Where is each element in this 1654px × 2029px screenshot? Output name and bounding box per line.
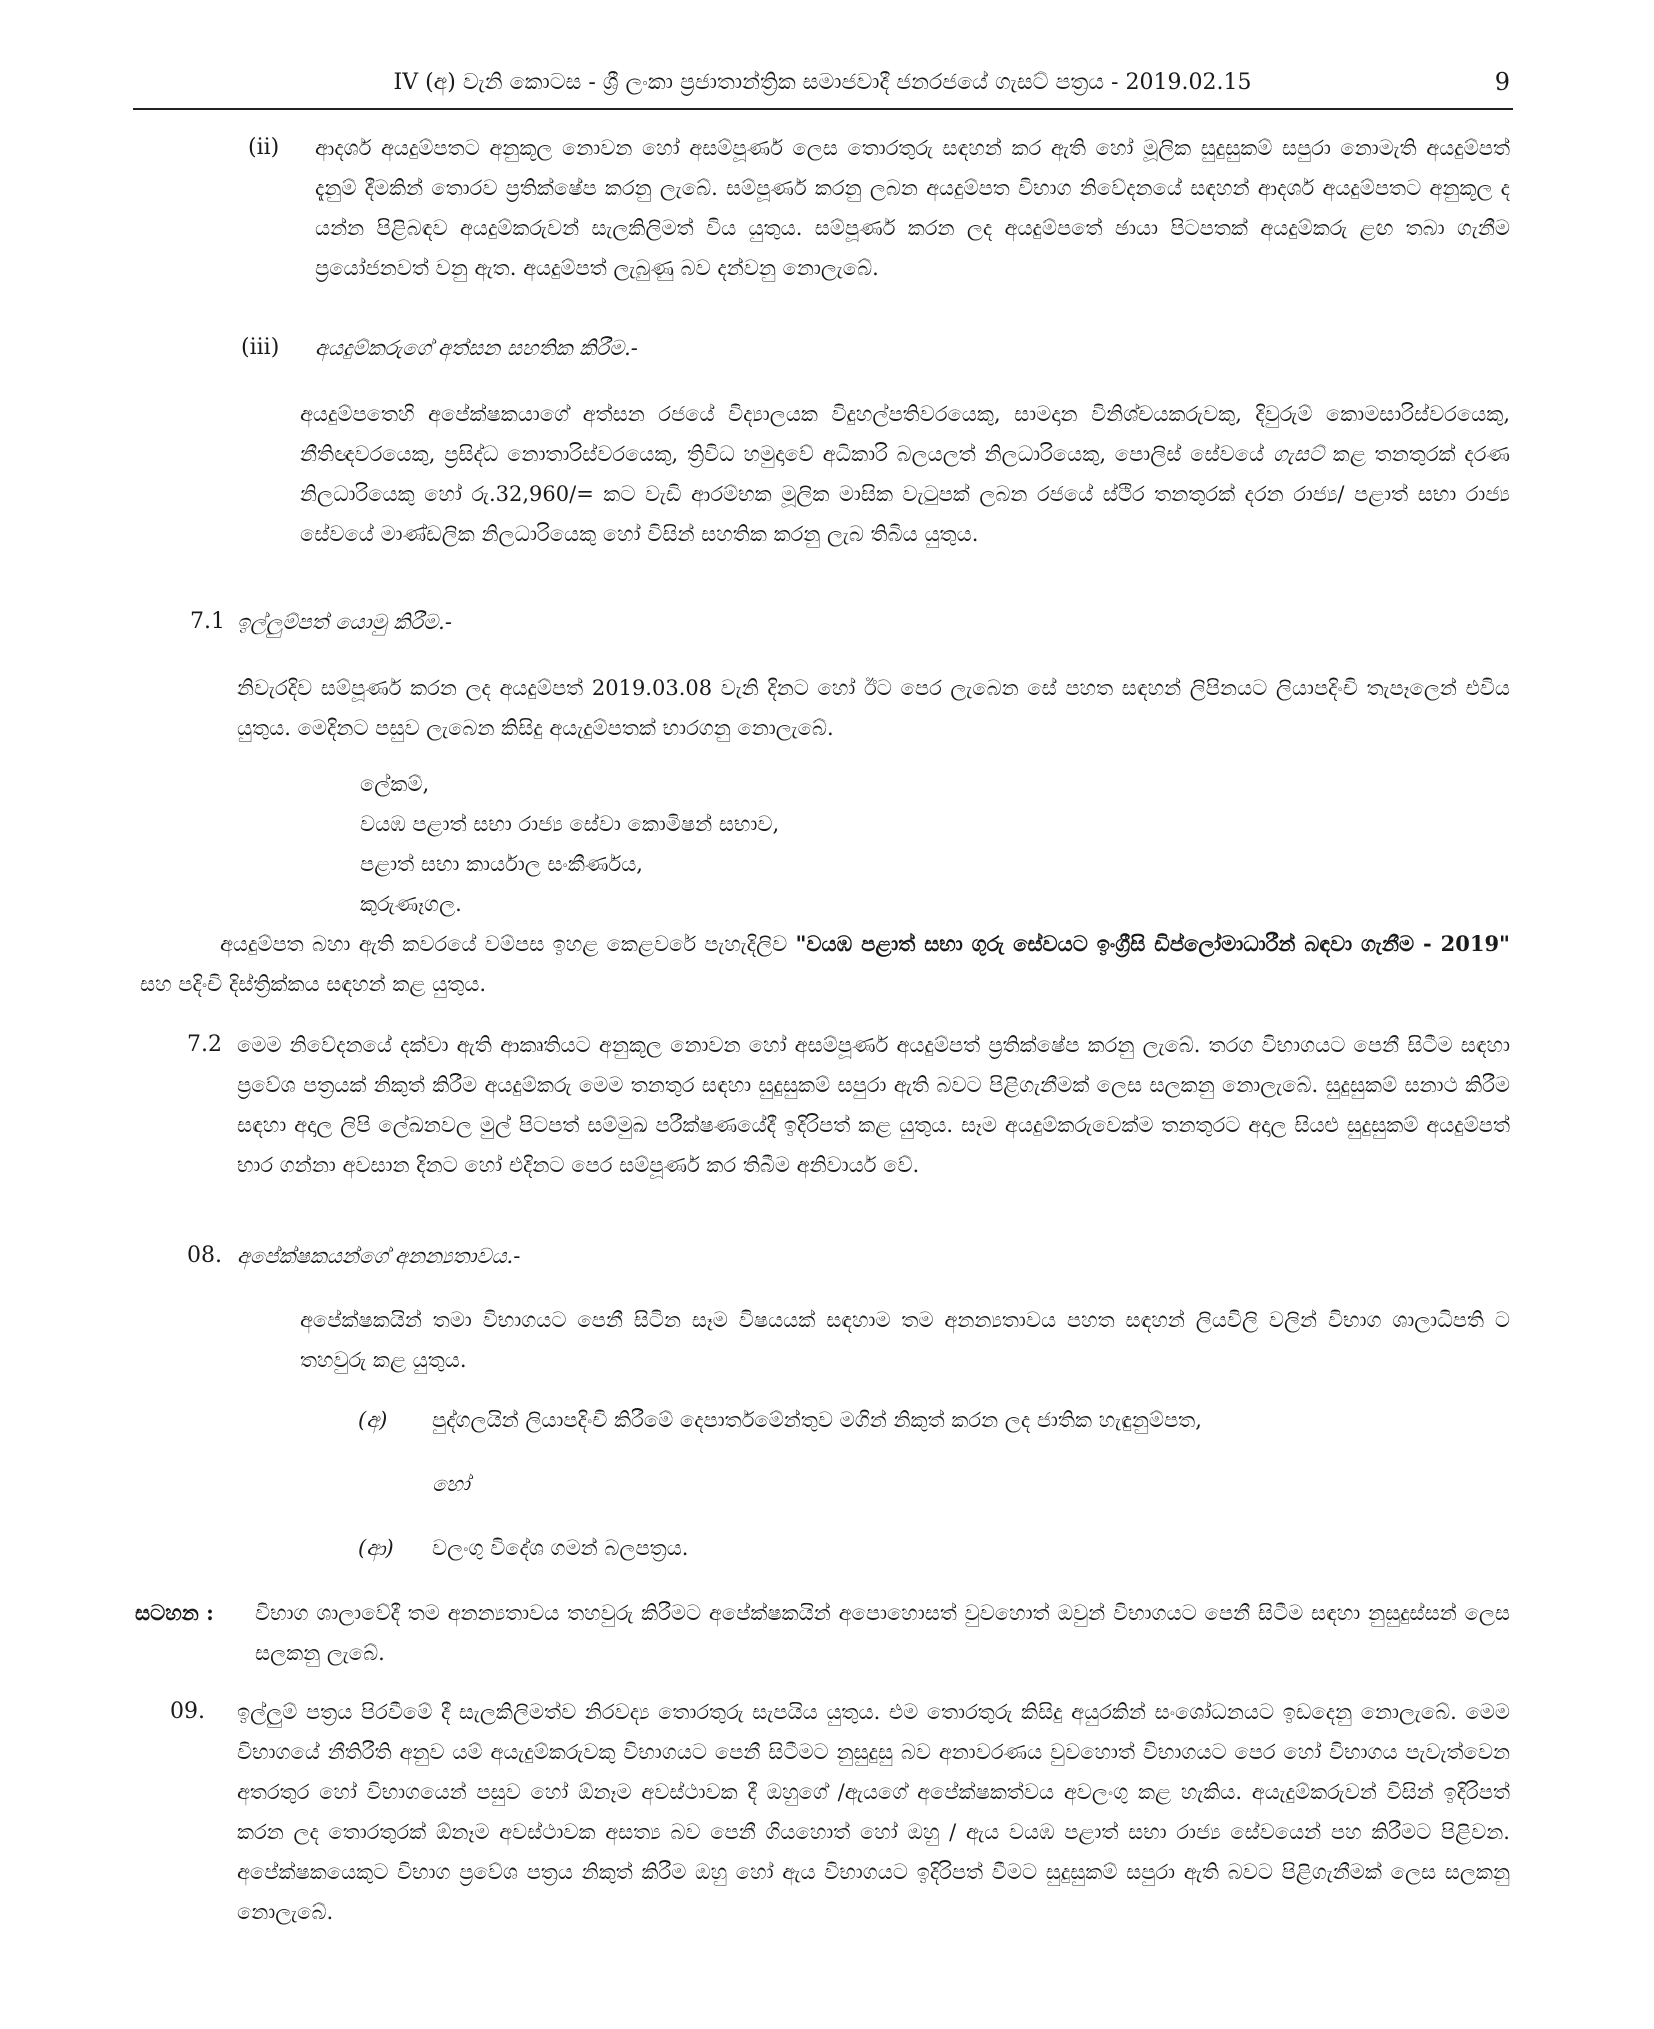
section-iii-heading: අයදුම්කරුගේ අත්සන සහතික කිරීම.- (315, 336, 638, 360)
item-aa-text: වලංගු විදේශ ගමන් බලපත්‍රය. (432, 1536, 689, 1560)
section-7-2-text: මෙම නිවේදනයේ දක්වා ඇති ආකෘතියට අනුකූල නොවන හෝ අසම්පූර්ණ අයදුම්පත් ප්‍රතික්ෂේප කරනු ලැබේ. තරග විභාගයට පෙනී සිටීම සඳහා ප්‍රවේශ පත්‍රයක් නිකුත් කිරීම අයදුම්කරු මෙම තනතුර සඳහා සුදුසුකම් සපුරා ඇති බවට පිළිගැනීමක් ලෙස සලකනු නොලැබේ. සුදුසුකම් සනාථ කිරීම සඳහා අදාල ලිපි ලේඛනවල මුල් පිටපත් සම්මුඛ පරීක්ෂණයේදී ඉදිරිපත් කළ යුතුය. සෑම අයදුම්කරුවෙක්ම තනතුරට අදාල සියළු සුදුසුකම් අයදුම්පත් භාර ගන්නා අවසාන දිනට හෝ එදිනට පෙර සම්පූර්ණ කර තිබීම අනිවාර්ය වේ. (237, 1033, 1510, 1177)
section-08-text: අපේක්ෂකයින් තමා විභාගයට පෙනී සිටින සෑම විෂයයක් සඳහාම තම අනන්‍යතාවය පහත සඳහන් ලියවිලි වලින් විභාග ශාලාධිපති ට තහවුරු කළ යුතුය. (300, 1308, 1510, 1372)
page-header (135, 62, 1510, 102)
section-09-label: 09. (170, 1699, 205, 1724)
note-text: විභාග ශාලාවේදී තම අනන්‍යතාවය තහවුරු කිරීමට අපේක්ෂකයින් අපොහොසත් වුවහොත් ඔවුන් විභාගයට පෙනී සිටීම සඳහා නුසුදුස්සන් ලෙස සලකනු ලැබේ. (255, 1601, 1510, 1665)
envelope-instruction (140, 924, 1510, 1004)
header-rule (133, 108, 1513, 110)
address-line: පළාත් සභා කාර්යාල සංකීර්ණය, (360, 852, 643, 876)
envelope-text-a: අයදුම්පත බහා ඇති කවරයේ වම්පස ඉහළ කෙළවරේ පැහැදිලිව (220, 932, 796, 956)
section-7-1-heading: ඉල්ලුම්පත් යොමු කිරීම.- (237, 610, 452, 634)
section-iii-text (300, 394, 1510, 594)
or-text: හෝ (432, 1472, 470, 1496)
note-label: සටහන : (135, 1600, 214, 1625)
section-08-label: 08. (187, 1243, 222, 1268)
envelope-text-b: සහ පදිංචි දිස්ත්‍රික්කය සඳහන් කළ යුතුය. (140, 972, 487, 996)
section-08-heading: අපේක්ෂකයන්ගේ අනන්‍යතාවය.- (237, 1244, 521, 1268)
section-iii-text-italic: ගැසට් (1272, 442, 1324, 466)
section-iii-text-a: අයදුම්පතෙහි අපේක්ෂකයාගේ අත්සන රජයේ විද්‍යාලයක විදුහල්පතිවරයෙකු, සාමදාන විනිශ්චයකරුවකු, දිවුරුම් කොමසාරිස්වරයෙකු, නීතිඥවරයෙකු, ප්‍රසිද්ධ නොතාරිස්වරයෙකු, ත්‍රිවිධ හමුදාවේ අධිකාරි බලයලත් නිලධාරියෙකු, පොලිස් සේවයේ (300, 402, 1510, 466)
address-line: ලේකම්, (360, 772, 430, 796)
item-aa-label: (ආ) (358, 1536, 394, 1560)
section-ii-label: (ii) (248, 135, 280, 160)
section-7-2-label: 7.2 (187, 1032, 222, 1057)
address-line: කුරුණෑගල. (360, 892, 462, 916)
section-7-1-label: 7.1 (190, 609, 225, 634)
address-line: වයඹ පළාත් සභා රාජ්‍ය සේවා කොමිෂන් සභාව, (360, 812, 780, 836)
section-7-1-text: නිවැරදිව සම්පූර්ණ කරන ලද අයදුම්පත් 2019.03.08 වැනි දිනට හෝ ඊට පෙර ලැබෙන සේ පහත සඳහන් ලිපිනයට ලියාපදිංචි තැපෑලෙන් එවිය යුතුය. මෙදිනට පසුව ලැබෙන කිසිදු අයැදුම්පතක් භාරගනු නොලැබේ. (237, 676, 1510, 740)
item-a-label: (අ) (358, 1408, 388, 1432)
section-iii-text-b: කළ තනතුරක් දරණ නිලධාරියෙකු හෝ රු.32,960/= කට වැඩි ආරම්භක මූලික මාසික වැටුපක් ලබන රජයේ ස්ථිර තනතුරක් දරන රාජ්‍ය/ පළාත් සභා රාජ්‍ය සේවයේ මාණ්ඩලික නිලධාරියෙකු හෝ විසින් සහතික කරනු ලැබ තිබිය යුතුය. (300, 442, 1510, 546)
envelope-text-bold: "වයඹ පළාත් සභා ගුරු සේවයට ඉංග්‍රීසි ඩිප්ලෝමාධාරීන් බඳවා ගැනීම - 2019" (795, 931, 1510, 956)
section-ii-text: ආදර්ශ අයදුම්පතට අනුකූල නොවන හෝ අසම්පූර්ණ ලෙස තොරතුරු සඳහන් කර ඇති හෝ මූලික සුදුසුකම් සපුරා නොමැති අයදුම්පත් දැනුම් දීමකින් තොරව ප්‍රතික්ෂේප කරනු ලැබේ. සම්පූර්ණ කරනු ලබන අයදුම්පත විභාග නිවේදනයේ සඳහන් ආදර්ශ අයදුම්පතට අනුකූල ද යන්න පිළිබඳව අයදුම්කරුවන් සැලකිලිමත් විය යුතුය. සම්පූර්ණ කරන ලද අයදුම්පතේ ඡායා පිටපතක් අයදුම්කරු ළඟ තබා ගැනීම ප්‍රයෝජනවත් වනු ඇත. අයදුම්පත් ලැබුණු බව දන්වනු නොලැබේ. (315, 136, 1510, 280)
section-iii-label: (iii) (241, 335, 280, 360)
item-a-text: පුද්ගලයින් ලියාපදිංචි කිරීමේ දෙපාර්තමේන්තුව මගින් නිකුත් කරන ලද ජාතික හැඳුනුම්පත, (432, 1408, 1202, 1432)
address-block (360, 764, 779, 924)
page-number: 9 (1494, 68, 1510, 96)
section-09-text: ඉල්ලුම් පත්‍රය පිරවීමේ දී සැලකිලිමත්ව නිරවද්‍ය තොරතුරු සැපයිය යුතුය. එම තොරතුරු කිසිදු අයුරකින් සංශෝධනයට ඉඩදෙනු නොලැබේ. මෙම විභාගයේ නීතිරීති අනුව යම් අයැදුම්කරුවකු විභාගයට පෙනී සිටීමට නුසුදුසු බව අනාවරණය වුවහොත් විභාගයට පෙර හෝ විභාගය පැවැත්වෙන අතරතුර හෝ විභාගයෙන් පසුව හෝ ඕනෑම අවස්ථාවක දී ඔහුගේ /ඇයගේ අපේක්ෂකත්වය අවලංගු කළ හැකිය. අයැදුම්කරුවන් විසින් ඉදිරිපත් කරන ලද තොරතුරක් ඕනෑම අවස්ථාවක අසත්‍ය බව පෙනී ගියහොත් හෝ ඔහු / ඇය වයඹ පළාත් සභා රාජ්‍ය සේවයෙන් පහ කිරීමට පිළිවන. අපේක්ෂකයෙකුට විභාග ප්‍රවේශ පත්‍රය නිකුත් කිරීම ඔහු හෝ ඇය විභාගයට ඉදිරිපත් වීමට සුදුසුකම් සපුරා ඇති බවට පිළිගැනීමක් ලෙස සලකනු නොලැබේ. (237, 1700, 1510, 1924)
header-title: IV (අ) වැනි කොටස - ශ්‍රී ලංකා ප්‍රජාතාන්ත්‍රික සමාජවාදී ජනරජයේ ගැසට් පත්‍රය - 2019.02.15 (393, 69, 1252, 95)
